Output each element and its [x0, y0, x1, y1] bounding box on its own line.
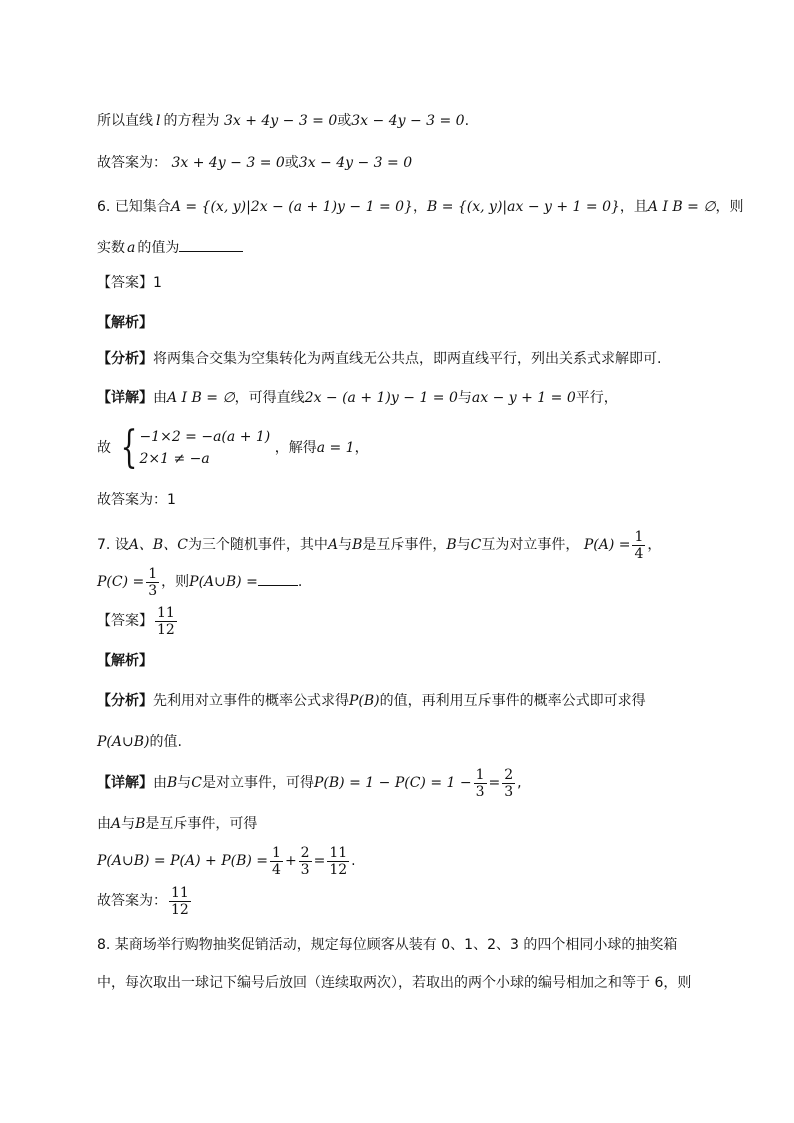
final-answer: 故答案为：1 — [97, 492, 176, 508]
equation: P(B) = 1 − P(C) = 1 − — [314, 775, 472, 791]
analysis-label: 【解析】 — [97, 315, 153, 331]
text: 由 — [97, 816, 111, 832]
text: ，则 — [161, 574, 190, 590]
text: 的值，再利用互斥事件的概率公式即可求得 — [379, 693, 646, 709]
equation: 3x − 4y − 3 = 0 — [298, 155, 413, 171]
fraction — [146, 566, 159, 599]
numerator: 11 — [329, 844, 348, 861]
answer-label: 【答案】 — [97, 613, 153, 629]
denominator: 3 — [148, 582, 158, 599]
text: 与 — [338, 537, 353, 553]
equation: 3x − 4y − 3 = 0 — [351, 113, 465, 129]
answer-label: 【答案】1 — [97, 275, 162, 291]
numerator: 1 — [148, 565, 158, 582]
analysis-text: 将两集合交集为空集转化为两直线无公共点，即两直线平行，列出关系式求解即可. — [153, 351, 662, 367]
fraction — [474, 767, 487, 800]
conclusion-line — [97, 110, 469, 132]
fraction — [169, 885, 191, 918]
text: 实数 — [97, 240, 125, 256]
math-var: B — [446, 537, 457, 553]
brace: { — [121, 422, 138, 473]
math-var: a — [127, 240, 136, 256]
system-row: −1×2 = −a(a + 1) — [139, 429, 271, 445]
math-var: C — [191, 775, 203, 791]
math-var: A — [111, 816, 122, 832]
analysis-sub-label: 【分析】 — [97, 693, 153, 709]
text: 的值为 — [137, 240, 180, 256]
detail-line — [97, 387, 618, 409]
equation: 3x + 4y − 3 = 0 — [223, 113, 338, 129]
solution: a = 1 — [316, 440, 355, 456]
numerator: 1 — [272, 844, 281, 861]
analysis-line — [97, 348, 661, 370]
equals: = — [313, 853, 326, 869]
denominator: 12 — [171, 901, 189, 918]
analysis-label: 【解析】 — [97, 653, 153, 669]
text: 的方程为 — [163, 113, 220, 129]
system-line — [97, 423, 369, 473]
question-8-line-2: 中，每次取出一球记下编号后放回（连续取两次），若取出的两个小球的编号相加之和等于 6，则 — [97, 975, 692, 991]
text: 已知集合 — [114, 199, 171, 215]
condition: A I B = ∅ — [167, 390, 235, 406]
text: ， — [412, 199, 427, 215]
math-var: B — [167, 775, 178, 791]
set-a: A = {(x, y)|2x − (a + 1)y − 1 = 0} — [170, 199, 413, 215]
question-number: 6. — [97, 199, 111, 215]
analysis-line-2 — [97, 731, 182, 753]
denominator: 4 — [272, 861, 281, 878]
numerator: 1 — [475, 766, 485, 783]
final-label: 故答案为： — [97, 893, 167, 909]
text: 由 — [153, 775, 167, 791]
question-8-line-1: 8. 某商场举行购物抽奖促销活动，规定每位顾客从装有 0、1、2、3 的四个相同小球的抽奖箱 — [97, 937, 678, 953]
text: 是对立事件，可得 — [202, 775, 315, 791]
math-var: A — [327, 537, 339, 553]
equation: 2x − (a + 1)y − 1 = 0 — [304, 390, 458, 406]
math-var: C — [470, 537, 482, 553]
equation-system — [115, 422, 271, 473]
condition: A I B = ∅ — [647, 199, 716, 215]
question-number: 7. — [97, 537, 111, 553]
text: , — [517, 775, 522, 791]
text: 或 — [337, 113, 352, 129]
fraction — [327, 845, 349, 878]
denominator: 3 — [300, 861, 310, 878]
text: ，则 — [715, 199, 744, 215]
probability-a: P(A) = — [583, 537, 631, 553]
question-6-line-2 — [97, 237, 243, 259]
text: 平行， — [575, 390, 618, 406]
math-var: B — [352, 537, 363, 553]
text: 与 — [456, 537, 471, 553]
answer-line — [97, 604, 179, 638]
text: 与 — [121, 816, 136, 832]
question-7-line-1 — [97, 528, 661, 562]
equals: = — [488, 775, 501, 791]
equation: ax − y + 1 = 0 — [471, 390, 576, 406]
fraction — [502, 767, 515, 800]
text: . — [297, 574, 303, 590]
text: 为三个随机事件，其中 — [187, 537, 328, 553]
text: ，且 — [619, 199, 648, 215]
answer-blank — [179, 251, 243, 252]
text: 由 — [153, 390, 167, 406]
question-expression: P(A∪B) = — [189, 574, 258, 590]
text: 是互斥事件， — [362, 537, 447, 553]
equation: 3x + 4y − 3 = 0 — [171, 155, 285, 171]
fraction — [299, 845, 312, 878]
numerator: 2 — [300, 844, 310, 861]
detail-label: 【详解】 — [97, 775, 153, 791]
denominator: 12 — [329, 861, 348, 878]
detail-label: 【详解】 — [97, 390, 153, 406]
equation: P(A∪B) = P(A) + P(B) = — [97, 853, 269, 869]
math-expr: P(A∪B) — [97, 734, 150, 750]
set-b: B = {(x, y)|ax − y + 1 = 0} — [426, 199, 620, 215]
text: 是互斥事件，可得 — [145, 816, 258, 832]
analysis-sub-label: 【分析】 — [97, 351, 153, 367]
text: 故 — [97, 440, 111, 456]
text: ，解得 — [274, 440, 317, 456]
answer-blank — [258, 585, 298, 586]
math-expr: P(B) — [349, 693, 380, 709]
numerator: 1 — [634, 528, 644, 545]
text: ，可得直线 — [234, 390, 305, 406]
text: 互为对立事件， — [481, 537, 580, 553]
text: 与 — [177, 775, 192, 791]
text: 的值. — [149, 734, 182, 750]
denominator: 3 — [504, 783, 514, 800]
text: ， — [354, 440, 369, 456]
detail-line — [97, 766, 522, 800]
denominator: 12 — [157, 621, 175, 638]
probability-c: P(C) = — [97, 574, 145, 590]
analysis-line-1 — [97, 690, 646, 712]
denominator: 3 — [475, 783, 485, 800]
text: 设 — [114, 537, 129, 553]
text: 先利用对立事件的概率公式求得 — [153, 693, 349, 709]
text: 或 — [284, 155, 299, 171]
plus: + — [284, 853, 297, 869]
text: 所以直线 — [97, 113, 153, 129]
numerator: 11 — [171, 884, 189, 901]
math-var: A、B、C — [128, 537, 188, 553]
math-var: B — [135, 816, 146, 832]
fraction — [632, 529, 645, 562]
sum-line — [97, 844, 356, 878]
exclusive-line — [97, 813, 257, 835]
fraction — [155, 605, 177, 638]
math-var: l — [156, 113, 161, 129]
numerator: 2 — [504, 766, 514, 783]
text: . — [351, 853, 356, 869]
question-6-line-1 — [97, 196, 744, 218]
answer-line — [97, 152, 412, 174]
text: 与 — [457, 390, 472, 406]
final-answer — [97, 884, 193, 918]
question-7-line-2 — [97, 565, 302, 599]
text: . — [464, 113, 470, 129]
fraction — [270, 845, 283, 878]
system-row: 2×1 ≠ −a — [139, 451, 210, 467]
numerator: 11 — [157, 604, 175, 621]
text: 故答案为： — [97, 155, 167, 171]
denominator: 4 — [634, 545, 644, 562]
text: ， — [647, 537, 662, 553]
